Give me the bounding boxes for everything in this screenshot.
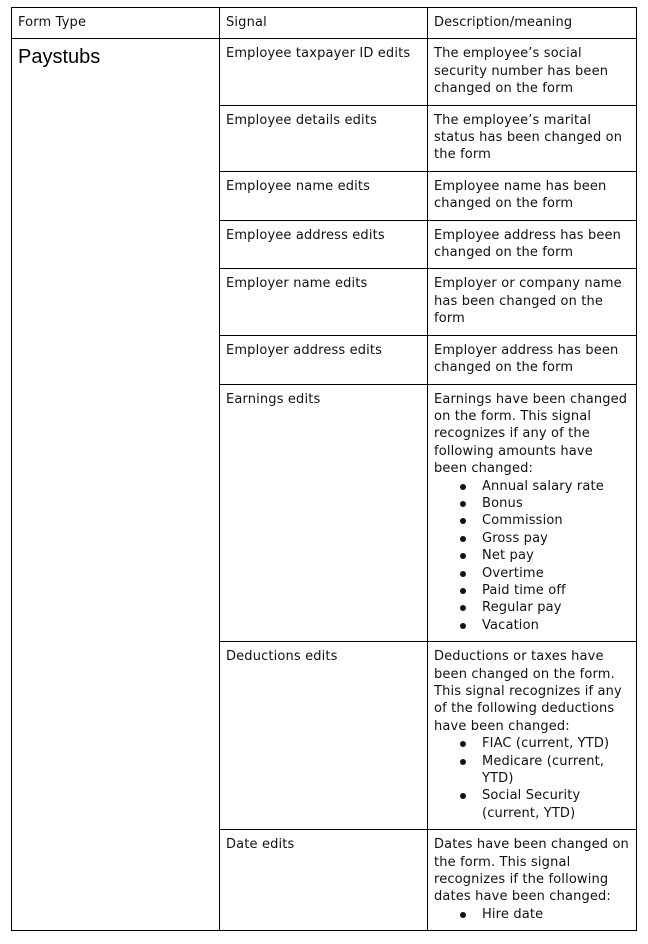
description-cell bbox=[428, 830, 637, 931]
description-text: Employer address has been changed on the form bbox=[434, 342, 619, 376]
bullet-item: Regular pay bbox=[458, 599, 630, 616]
description-cell bbox=[428, 39, 637, 105]
signal-cell: Employee taxpayer ID edits bbox=[220, 39, 428, 105]
form-type-cell bbox=[12, 39, 220, 931]
bullet-item: Gross pay bbox=[458, 530, 630, 547]
bullet-item: Social Security (current, YTD) bbox=[458, 787, 630, 822]
bullet-list bbox=[434, 478, 630, 635]
description-cell bbox=[428, 384, 637, 642]
description-text: The employee’s social security number has been changed on the form bbox=[434, 46, 609, 97]
signal-cell: Earnings edits bbox=[220, 384, 428, 642]
signal-cell: Employer address edits bbox=[220, 335, 428, 384]
description-text: Dates have been changed on the form. This signal recognizes if the following dates have been changed: bbox=[434, 837, 629, 905]
description-text: Employer or company name has been changed on the form bbox=[434, 276, 622, 327]
description-text: Employee address has been changed on the form bbox=[434, 227, 622, 261]
signal-cell: Employee details edits bbox=[220, 105, 428, 171]
description-text: Deductions or taxes have been changed on the form. This signal recognizes if any of the following deductions have been changed: bbox=[434, 649, 622, 734]
bullet-item: Annual salary rate bbox=[458, 478, 630, 495]
bullet-list bbox=[434, 735, 630, 822]
signal-cell: Employer name edits bbox=[220, 269, 428, 335]
table-row bbox=[12, 39, 637, 105]
description-text: Employee name has been changed on the form bbox=[434, 178, 607, 212]
bullet-item: Net pay bbox=[458, 547, 630, 564]
signals-table bbox=[11, 7, 637, 931]
description-cell bbox=[428, 335, 637, 384]
header-description: Description/meaning bbox=[428, 8, 637, 39]
bullet-list bbox=[434, 906, 630, 923]
form-type-name: Paystubs bbox=[18, 46, 101, 69]
header-signal: Signal bbox=[220, 8, 428, 39]
bullet-item: Bonus bbox=[458, 495, 630, 512]
signal-cell: Employee name edits bbox=[220, 171, 428, 220]
description-text: The employee’s marital status has been changed on the form bbox=[434, 112, 623, 163]
bullet-item: FIAC (current, YTD) bbox=[458, 735, 630, 752]
signal-cell: Date edits bbox=[220, 830, 428, 931]
description-cell bbox=[428, 171, 637, 220]
bullet-item: Hire date bbox=[458, 906, 630, 923]
header-row bbox=[12, 8, 637, 39]
bullet-item: Medicare (current, YTD) bbox=[458, 753, 630, 788]
table-body bbox=[12, 39, 637, 931]
description-cell bbox=[428, 642, 637, 830]
description-cell bbox=[428, 220, 637, 269]
signal-cell: Deductions edits bbox=[220, 642, 428, 830]
description-cell bbox=[428, 105, 637, 171]
signal-cell: Employee address edits bbox=[220, 220, 428, 269]
bullet-item: Overtime bbox=[458, 565, 630, 582]
bullet-item: Vacation bbox=[458, 617, 630, 634]
bullet-item: Paid time off bbox=[458, 582, 630, 599]
bullet-item: Commission bbox=[458, 512, 630, 529]
header-form-type: Form Type bbox=[12, 8, 220, 39]
description-text: Earnings have been changed on the form. This signal recognizes if any of the following amounts have been changed: bbox=[434, 391, 628, 477]
description-cell bbox=[428, 269, 637, 335]
